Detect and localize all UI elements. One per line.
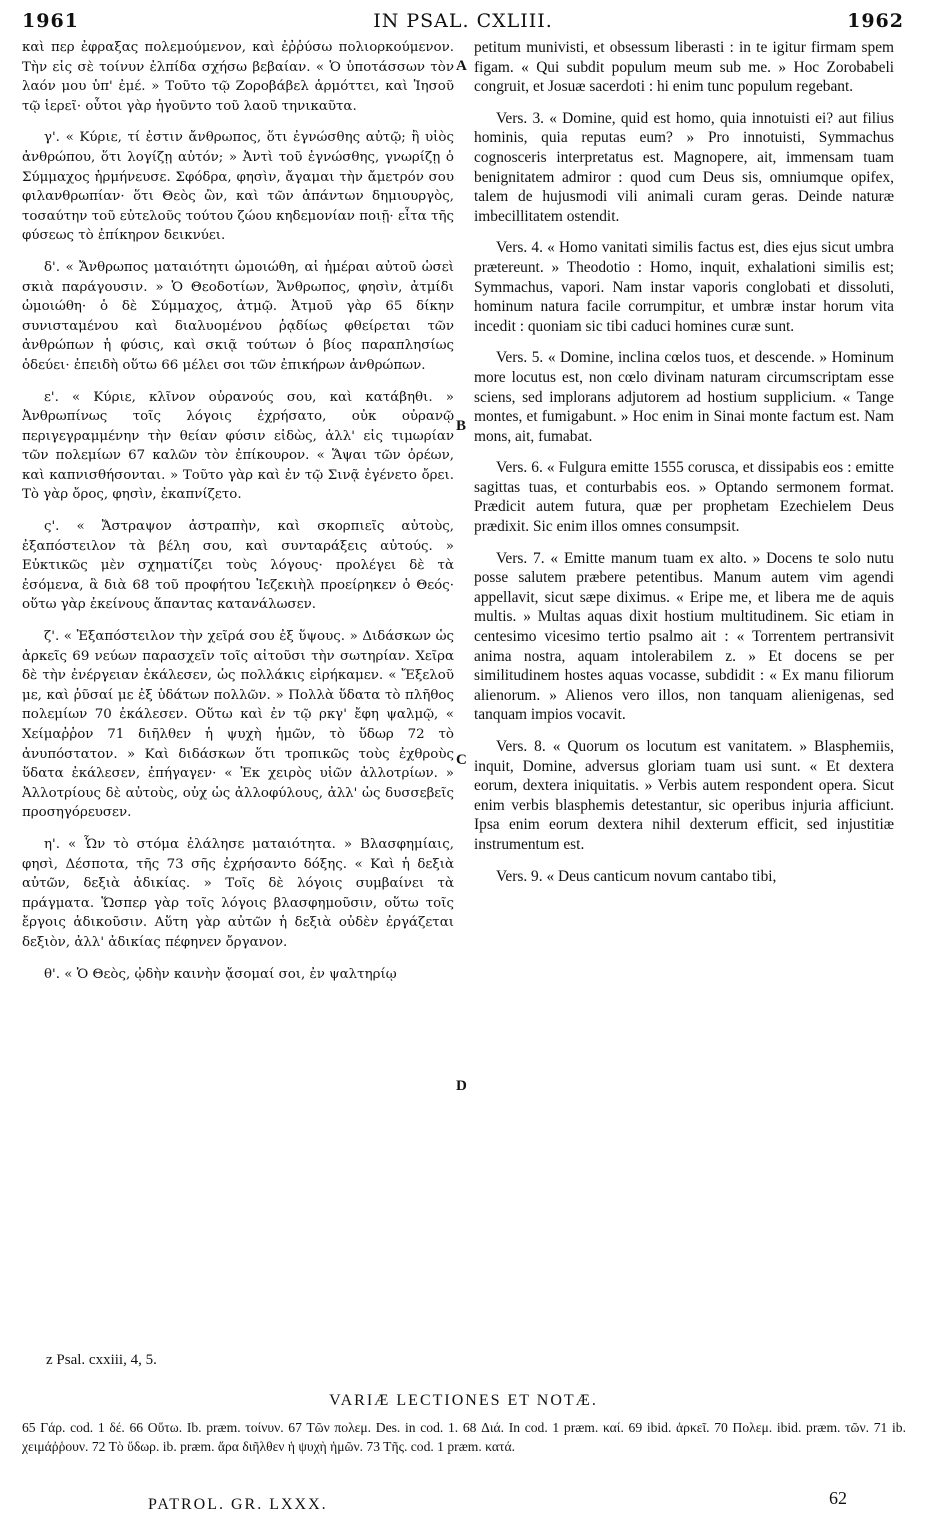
greek-paragraph: καὶ περ ἐφραξας πολεμούμενον, καὶ ἐῤῥύσω πολιορκούμενον. Τὴν εἰς σὲ τοίνυν ἐλπίδα σχήσω βεβαίαν. « Ὁ ὑποτάσσων τὸν λαόν μου ὑπ' ἐμέ. » Τοῦτο τῷ Ζοροβάβελ ἁρμόττει, καὶ Ἰησοῦ τῷ ἱερεῖ· οὗτοι γὰρ ἡγοῦντο τοῦ λαοῦ τηνικαῦτα. — [22, 40, 454, 114]
latin-paragraph: Vers. 9. « Deus canticum novum cantabo tibi, — [496, 867, 777, 885]
margin-letter: C — [456, 752, 467, 768]
greek-paragraph: δ'. « Ἄνθρωπος ματαιότητι ὡμοιώθη, αἱ ἡμέραι αὐτοῦ ὡσεὶ σκιὰ παράγουσιν. » Ὁ Θεοδοτίων, Ἄνθρωπος, φησὶν, ἀτμίδι ὡμοιώθη· ὁ δὲ Σύμμαχος, ἀτμῷ. Ἀτμοῦ γὰρ 65 δίκην συνισταμένου καὶ διαλυομένου ῥᾳδίως φθείρεται τῶν ἀνθρώπων ἡ φύσις, καὶ σκιᾷ τούτων ὁ βίος παραπλησίως ὁδεύει· ἐπειδὴ οὕτω 66 μέλει σοι τῶν ἐπικήρων ἀνθρώπων. — [22, 259, 454, 373]
latin-column — [474, 38, 894, 898]
latin-paragraph: petitum munivisti, et obsessum liberasti : in te igitur firmam spem figam. « Qui subdit populum meum sub me. » Hoc Zorobabeli congruit, et Josuæ sacerdoti : hi enim tunc populum regebant. — [474, 39, 894, 96]
scripture-footnote: z Psal. cxxiii, 4, 5. — [46, 1352, 157, 1368]
greek-paragraph: ε'. « Κύριε, κλῖνον οὐρανούς σου, καὶ κατάβηθι. » Ἀνθρωπίνως τοῖς λόγοις ἐχρήσατο, οὐκ οὐρανῷ περιγεγραμμένην τὴν θείαν φύσιν εἰδὼς, ἀλλ' εἰς τιμωρίαν τῶν πολεμίων 67 καλῶν τὸν ἐπίκουρον. « Ἅψαι τῶν ὀρέων, καὶ καπνισθήσονται. » Τοῦτο γὰρ καὶ ἐν τῷ Σινᾷ ἐγένετο ὄρει. Τὸ γὰρ ὄρος, φησὶν, ἐκαπνίζετο. — [22, 389, 454, 503]
latin-paragraph: Vers. 6. « Fulgura emitte 1555 corusca, et dissipabis eos : emitte sagittas tuas, et conturbabis eos. » Optando sermonem format. Prædicit autem futura, quæ per prophetam Ezechielem Deus prædixit. Sic enim illos omnes consumpsit. — [474, 459, 894, 536]
greek-column — [22, 38, 454, 996]
running-title: IN PSAL. CXLIII. — [373, 10, 553, 32]
greek-paragraph: θ'. « Ὁ Θεὸς, ᾠδὴν καινὴν ᾄσομαί σοι, ἐν ψαλτηρίῳ — [44, 966, 397, 982]
margin-letter: A — [456, 58, 467, 74]
latin-paragraph: Vers. 7. « Emitte manum tuam ex alto. » Docens te solo nutu posse salutem præbere petentibus. Manum autem vim agendi appellavit, sicut sæpe diximus. « Eripe me, et libera me de aquis multis. » Multas aquas dixit hostium multitudinem. Sic etiam in centesimo vicesimo tertio psalmo ait : « Torrentem pertransivit anima nostra, aquam intolerabilem z. » Et docens se per similitudinem hostes aquas vocasse, subdidit : « Ex manu filiorum alienorum. » Alienos vero illos, non tanquam alienigenas, sed tanquam impios vocavit. — [474, 549, 894, 724]
greek-paragraph: ζ'. « Ἐξαπόστειλον τὴν χεῖρά σου ἐξ ὕψους. » Διδάσκων ὡς ἀρκεῖς 69 νεύων παρασχεῖν τοῖς αἰτοῦσι τὴν σωτηρίαν. Χεῖρα δὲ τὴν ἐνέργειαν ἐκάλεσεν, ὡς πολλάκις εἰρήκαμεν. « Ἔξελοῦ με, καὶ ῥῦσαί με ἐξ ὑδάτων πολλῶν. » Πολλὰ ὕδατα τὸ πλῆθος πολεμίων 70 ἐκάλεσεν. Οὕτω καὶ ἐν τῷ ρκγ' ἔφη ψαλμῷ, « Χείμαῤῥον 71 διῆλθεν ἡ ψυχὴ ἡμῶν, τὸ ὕδωρ 72 τὸ ἀνυπόστατον. » Καὶ διδάσκων ὅτι τροπικῶς τοὺς ἐχθροὺς ὕδατα ἐκάλεσεν, ἐπήγαγεν· « Ἐκ χειρὸς υἱῶν ἀλλοτρίων. » Ἀλλοτρίους δὲ αὐτοὺς, οὐχ ὡς ἀλλοφύλους, ἀλλ' ὡς δυσσεβεῖς προσηγόρευσεν. — [22, 629, 454, 821]
latin-paragraph: Vers. 3. « Domine, quid est homo, quia innotuisti ei? aut filius hominis, quia reputas eum? » Pro innotuisti, Symmachus cognosceris interpretatus est. Magnopere, ait, immensam tuam benignitatem admiror : quod cum Deus sis, omniumque opifex, talem de hujusmodi vili animali curam geras. Deinde naturæ imbecillitatem ostendit. — [474, 109, 894, 225]
variae-lectiones-title: VARIÆ LECTIONES ET NOTÆ. — [329, 1392, 598, 1409]
latin-paragraph: Vers. 8. « Quorum os locutum est vanitatem. » Blasphemiis, inquit, Domine, adversus gloriam tuam usi sunt. « Et dextera eorum, dextera iniquitatis. » Verbis autem respondent opera. Sicut enim verbis blasphemis detestantur, sic operibus injuria afficiunt. Ipsa enim eorum dextera nihil dexterum efficit, sed injustitiæ instrumentum est. — [474, 738, 894, 853]
margin-letter: D — [456, 1078, 467, 1094]
column-number-right: 1962 — [847, 10, 904, 32]
latin-paragraph: Vers. 5. « Domine, inclina cœlos tuos, et descende. » Hominum more locutus est, non cœlo divinam naturam circumscriptam esse sciens, sed implorans adjutorem ad hostium supplicium. « Tange montes, et fumigabunt. » Hoc enim in Sinai monte factum est. Nam mons, ait, fumabat. — [474, 349, 894, 445]
margin-letter: B — [456, 418, 467, 434]
page-header — [22, 10, 904, 38]
greek-paragraph: ς'. « Ἄστραψον ἀστραπὴν, καὶ σκορπιεῖς αὐτοὺς, ἐξαπόστειλον τὰ βέλη σου, καὶ συνταράξεις αὐτούς. » Εὐκτικῶς μὲν σχηματίζει τοὺς λόγους· προλέγει δὲ τὰ ἐσόμενα, ἃ διὰ 68 τοῦ προφήτου Ἰεζεκιὴλ προείρηκεν ὁ Θεός· οὕτω γὰρ ἐκείνους ἅπαντας κατανάλωσεν. — [22, 519, 454, 613]
variant-readings-notes: 65 Γάρ. cod. 1 δέ. 66 Οὕτω. Ib. præm. τοίνυν. 67 Τῶν πολεμ. Des. in cod. 1. 68 Διά. In cod. 1 præm. καί. 69 ibid. ἀρκεῖ. 70 Πολεμ. ibid. præm. τῶν. 71 ib. χειμάῤῥουν. 72 Τὸ ὕδωρ. ib. præm. ἄρα διῆλθεν ἡ ψυχὴ ἡμῶν. 73 Τῆς. cod. 1 præm. κατά. — [22, 1420, 906, 1454]
greek-paragraph: γ'. « Κύριε, τί ἐστιν ἄνθρωπος, ὅτι ἐγνώσθης αὐτῷ; ἢ υἱὸς ἀνθρώπου, ὅτι λογίζῃ αὐτόν; » Ἀντὶ τοῦ ἐγνώσθης, γνωρίζῃ ὁ Σύμμαχος ἡρμήνευσε. Σφόδρα, φησὶν, ἄγαμαι τὴν ἄμετρόν σου φιλανθρωπίαν· ὅτι Θεὸς ὢν, καὶ τῶν ἁπάντων δημιουργὸς, τοσαύτην τοῦ εὐτελοῦς τούτου ζώου κηδεμονίαν ποιῇ· εἶτα τῆς φύσεως τὸ ἐπίκηρον δεικνύει. — [22, 130, 454, 244]
volume-signature: PATROL. GR. LXXX. — [148, 1496, 328, 1513]
column-number-left: 1961 — [22, 10, 79, 32]
sheet-number: 62 — [829, 1488, 847, 1508]
latin-paragraph: Vers. 4. « Homo vanitati similis factus est, dies ejus sicut umbra prætereunt. » Theodotio : Homo, inquit, exhalationi similis est; Symmachus, vapori. Nam instar vaporis conglobati et dissoluti, hominum natura facile corrumpitur, et umbræ instar horum vita incedit : quoniam sic tibi caduci homines curæ sunt. — [474, 239, 894, 335]
greek-paragraph: η'. « Ὧν τὸ στόμα ἐλάλησε ματαιότητα. » Βλασφημίαις, φησὶ, Δέσποτα, τῆς 73 σῆς ἐχρήσαντο δόξης. « Καὶ ἡ δεξιὰ αὐτῶν, δεξιὰ ἀδικίας. » Τοῖς δὲ λόγοις συμβαίνει τὰ πράγματα. Ὥσπερ γὰρ τοῖς λόγοις βλασφημοῦσιν, οὕτω τοῖς ἔργοις ἀδικοῦσιν. Αὕτη γὰρ αὐτῶν ἡ δεξιὰ οὐδὲν ἐργάζεται δεξιὸν, ἀλλ' ἀδικίας πέφηνεν ὄργανον. — [22, 836, 454, 950]
